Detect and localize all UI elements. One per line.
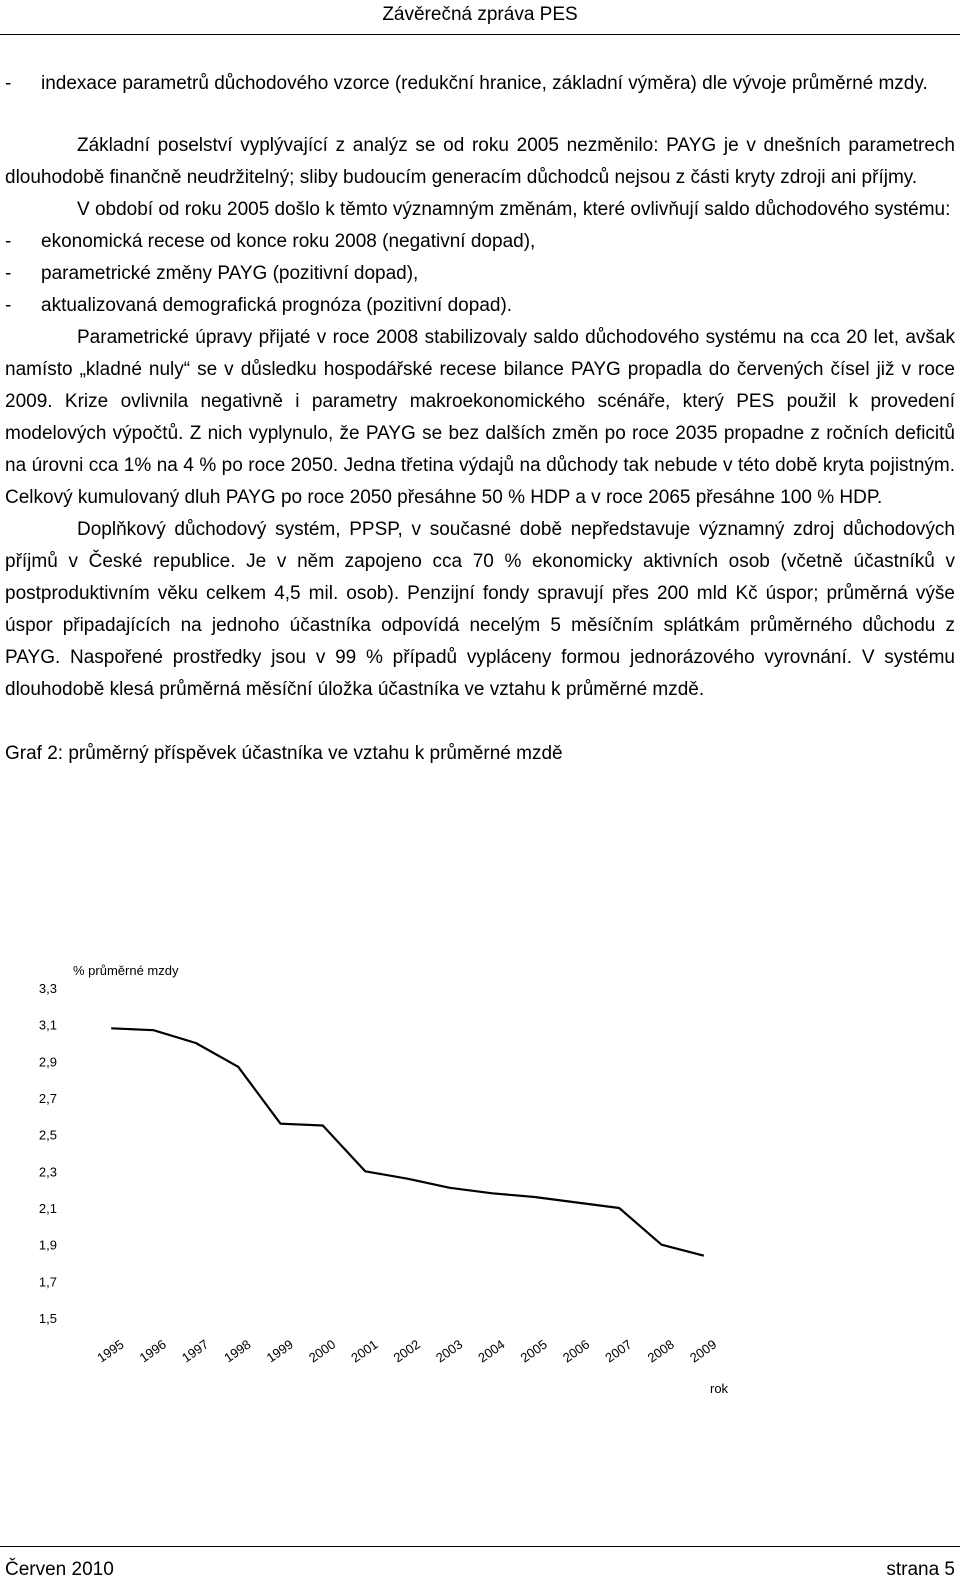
y-axis-label: % průměrné mzdy (73, 963, 179, 978)
x-axis-label: rok (710, 1381, 729, 1396)
y-tick-label: 1,9 (39, 1238, 57, 1253)
bullet-text: parametrické změny PAYG (pozitivní dopad), (41, 258, 955, 290)
x-tick-label: 1995 (94, 1337, 126, 1366)
y-tick-label: 2,9 (39, 1054, 57, 1069)
page-header (0, 0, 960, 35)
document-body (5, 68, 955, 770)
x-tick-label: 1999 (264, 1337, 296, 1366)
page-footer (0, 1546, 960, 1590)
x-tick-label: 2003 (433, 1337, 465, 1366)
bullet-item: - indexace parametrů důchodového vzorce (redukční hranice, základní výměra) dle vývoje průměrné mzdy. (5, 68, 955, 100)
chart-caption: Graf 2: průměrný příspěvek účastníka ve vztahu k průměrné mzdě (5, 738, 955, 770)
x-tick-label: 1997 (179, 1337, 211, 1366)
x-tick-label: 2005 (518, 1337, 550, 1366)
x-tick-label: 2008 (645, 1337, 677, 1366)
y-tick-label: 2,3 (39, 1164, 57, 1179)
x-tick-label: 2001 (348, 1337, 380, 1366)
bullet-text: ekonomická recese od konce roku 2008 (negativní dopad), (41, 226, 955, 258)
x-tick-label: 2007 (602, 1337, 634, 1366)
bullet-item: - aktualizovaná demografická prognóza (pozitivní dopad). (5, 290, 955, 322)
x-tick-label: 2000 (306, 1337, 338, 1366)
line-chart (25, 955, 765, 1405)
x-tick-label: 1996 (137, 1337, 169, 1366)
y-tick-label: 3,1 (39, 1018, 57, 1033)
chart (25, 955, 765, 1405)
page-header-title: Závěrečná zpráva PES (0, 4, 960, 26)
paragraph-4: Doplňkový důchodový systém, PPSP, v současné době nepředstavuje významný zdroj důchodových příjmů v České republice. Je v něm zapojeno cca 70 % ekonomicky aktivních osob (včetně účastníků v postproduktivním věku celkem 4,5 mil. osob). Penzijní fondy spravují přes 200 mld Kč úspor; průměrná výše úspor připadajících na jednoho účastníka odpovídá necelým 5 měsíčním splátkám průměrného důchodu z PAYG. Naspořené prostředky jsou v 99 % případů vypláceny formou jednorázového vyrovnání. V systému dlouhodobě klesá průměrná měsíční úložka účastníka ve vztahu k průměrné mzdě. (5, 514, 955, 706)
x-tick-label: 2009 (687, 1337, 719, 1366)
bullet-item: - parametrické změny PAYG (pozitivní dopad), (5, 258, 955, 290)
bullet-item: - ekonomická recese od konce roku 2008 (negativní dopad), (5, 226, 955, 258)
bullet-text: aktualizovaná demografická prognóza (pozitivní dopad). (41, 290, 955, 322)
bullet-text: indexace parametrů důchodového vzorce (redukční hranice, základní výměra) dle vývoje průměrné mzdy. (41, 68, 955, 100)
y-tick-label: 1,7 (39, 1274, 57, 1289)
x-tick-label: 1998 (221, 1337, 253, 1366)
y-tick-label: 1,5 (39, 1311, 57, 1326)
paragraph-3: Parametrické úpravy přijaté v roce 2008 stabilizovaly saldo důchodového systému na cca 20 let, avšak namísto „kladné nuly“ se v důsledku hospodářské recese bilance PAYG propadla do červených čísel již v roce 2009. Krize ovlivnila negativně i parametry makroekonomického scénáře, který PES použil k provedení modelových výpočtů. Z nich vyplynulo, že PAYG se bez dalších změn po roce 2035 propadne z ročních deficitů na úrovni cca 1% na 4 % po roce 2050. Jedna třetina výdajů na důchody tak nebude v této době kryta pojistným. Celkový kumulovaný dluh PAYG po roce 2050 přesáhne 50 % HDP a v roce 2065 přesáhne 100 % HDP. (5, 322, 955, 514)
footer-date: Červen 2010 (5, 1559, 114, 1581)
x-tick-label: 2004 (475, 1337, 507, 1366)
y-tick-label: 3,3 (39, 981, 57, 996)
x-tick-label: 2006 (560, 1337, 592, 1366)
footer-page-number: strana 5 (886, 1559, 955, 1581)
x-tick-label: 2002 (391, 1337, 423, 1366)
y-tick-label: 2,1 (39, 1201, 57, 1216)
paragraph-2: V období od roku 2005 došlo k těmto významným změnám, které ovlivňují saldo důchodového systému: (5, 194, 955, 226)
y-tick-label: 2,7 (39, 1091, 57, 1106)
series-line (111, 1028, 704, 1255)
y-tick-label: 2,5 (39, 1128, 57, 1143)
paragraph-1: Základní poselství vyplývající z analýz se od roku 2005 nezměnilo: PAYG je v dnešních parametrech dlouhodobě finančně neudržitelný; sliby budoucím generacím důchodců nejsou z části kryty zdroji ani příjmy. (5, 130, 955, 194)
